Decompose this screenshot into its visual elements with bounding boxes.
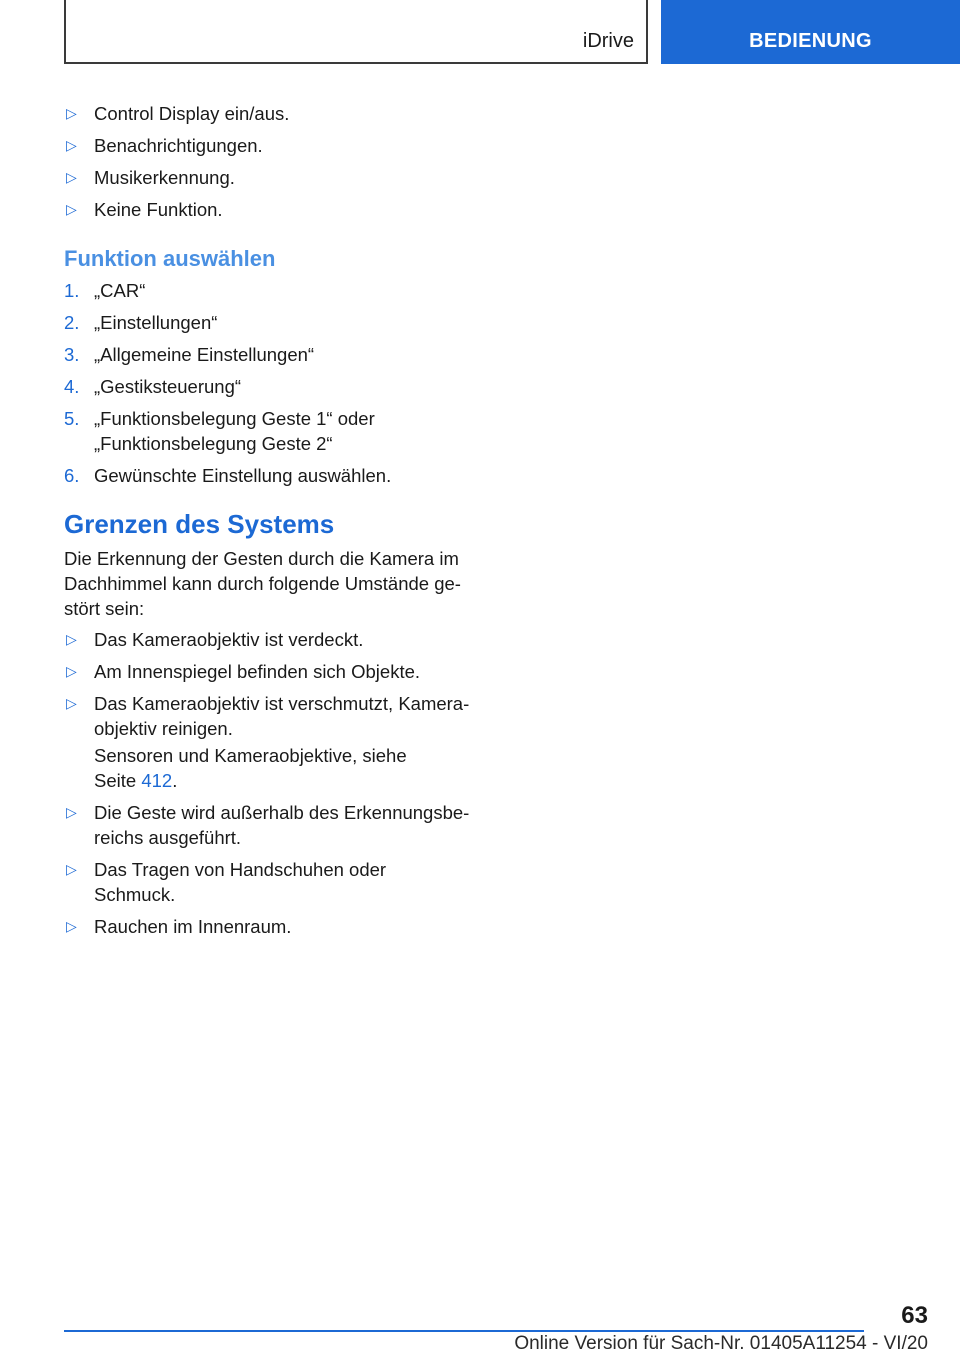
footer-divider bbox=[64, 1330, 864, 1332]
page-content bbox=[64, 101, 480, 946]
list-item: ▷ Control Display ein/aus. bbox=[66, 103, 290, 124]
list-item: ▷ Rauchen im Innenraum. bbox=[66, 916, 292, 937]
triangle-right-icon: ▷ bbox=[66, 918, 77, 934]
list-item: ▷ Die Geste wird außerhalb des Erkennungsbe- reichs ausgeführt. bbox=[66, 802, 470, 848]
list-item: ▷ Musikerkennung. bbox=[66, 167, 235, 188]
triangle-right-icon: ▷ bbox=[66, 631, 77, 647]
list-item: ▷ Keine Funktion. bbox=[66, 199, 223, 220]
header-chapter-box bbox=[64, 0, 648, 64]
footer-text: Online Version für Sach-Nr. 01405A11254 - VI/20 bbox=[514, 1333, 928, 1354]
triangle-right-icon: ▷ bbox=[66, 137, 77, 153]
header-chapter: iDrive bbox=[582, 30, 634, 52]
bullet-list-grenzen bbox=[64, 627, 480, 939]
triangle-right-icon: ▷ bbox=[66, 861, 77, 877]
list-item: ▷ Das Kameraobjektiv ist verdeckt. bbox=[66, 629, 364, 650]
bullet-list-top bbox=[64, 101, 480, 222]
step-item: 3. „Allgemeine Einstellungen“ bbox=[64, 344, 315, 365]
section-heading-grenzen: Grenzen des Systems bbox=[64, 509, 335, 539]
header-section-tab bbox=[661, 0, 960, 64]
list-item: ▷ Am Innenspiegel befinden sich Objekte. bbox=[66, 661, 421, 682]
header-section: BEDIENUNG bbox=[749, 30, 872, 52]
step-item: 2. „Einstellungen“ bbox=[64, 312, 218, 333]
subheading-funktion: Funktion auswählen bbox=[64, 246, 276, 271]
triangle-right-icon: ▷ bbox=[66, 201, 77, 217]
step-item: 6. Gewünschte Einstellung auswählen. bbox=[64, 465, 392, 486]
page-link[interactable]: 412 bbox=[141, 770, 173, 791]
cross-reference-note: Sensoren und Kameraobjektive, siehe Seite 412. bbox=[94, 745, 407, 791]
list-item: ▷ Benachrichtigungen. bbox=[66, 135, 263, 156]
step-item: 1. „CAR“ bbox=[64, 280, 146, 301]
intro-paragraph: Die Erkennung der Gesten durch die Kamera im Dachhimmel kann durch folgende Umstände ge- stört sein: bbox=[64, 548, 461, 619]
triangle-right-icon: ▷ bbox=[66, 105, 77, 121]
step-item: 4. „Gestiksteuerung“ bbox=[64, 376, 242, 397]
steps-list bbox=[64, 278, 480, 488]
triangle-right-icon: ▷ bbox=[66, 804, 77, 820]
list-item: ▷ Das Tragen von Handschuhen oder Schmuck. bbox=[66, 859, 387, 905]
list-item: ▷ Das Kameraobjektiv ist verschmutzt, Kamera- objektiv reinigen. Sensoren und Kameraobjektive, siehe Seite 412. bbox=[64, 691, 480, 793]
triangle-right-icon: ▷ bbox=[66, 663, 77, 679]
page-number: 63 bbox=[901, 1302, 928, 1329]
step-item: 5. „Funktionsbelegung Geste 1“ oder „Funktionsbelegung Geste 2“ bbox=[64, 408, 375, 454]
triangle-right-icon: ▷ bbox=[66, 695, 77, 711]
triangle-right-icon: ▷ bbox=[66, 169, 77, 185]
